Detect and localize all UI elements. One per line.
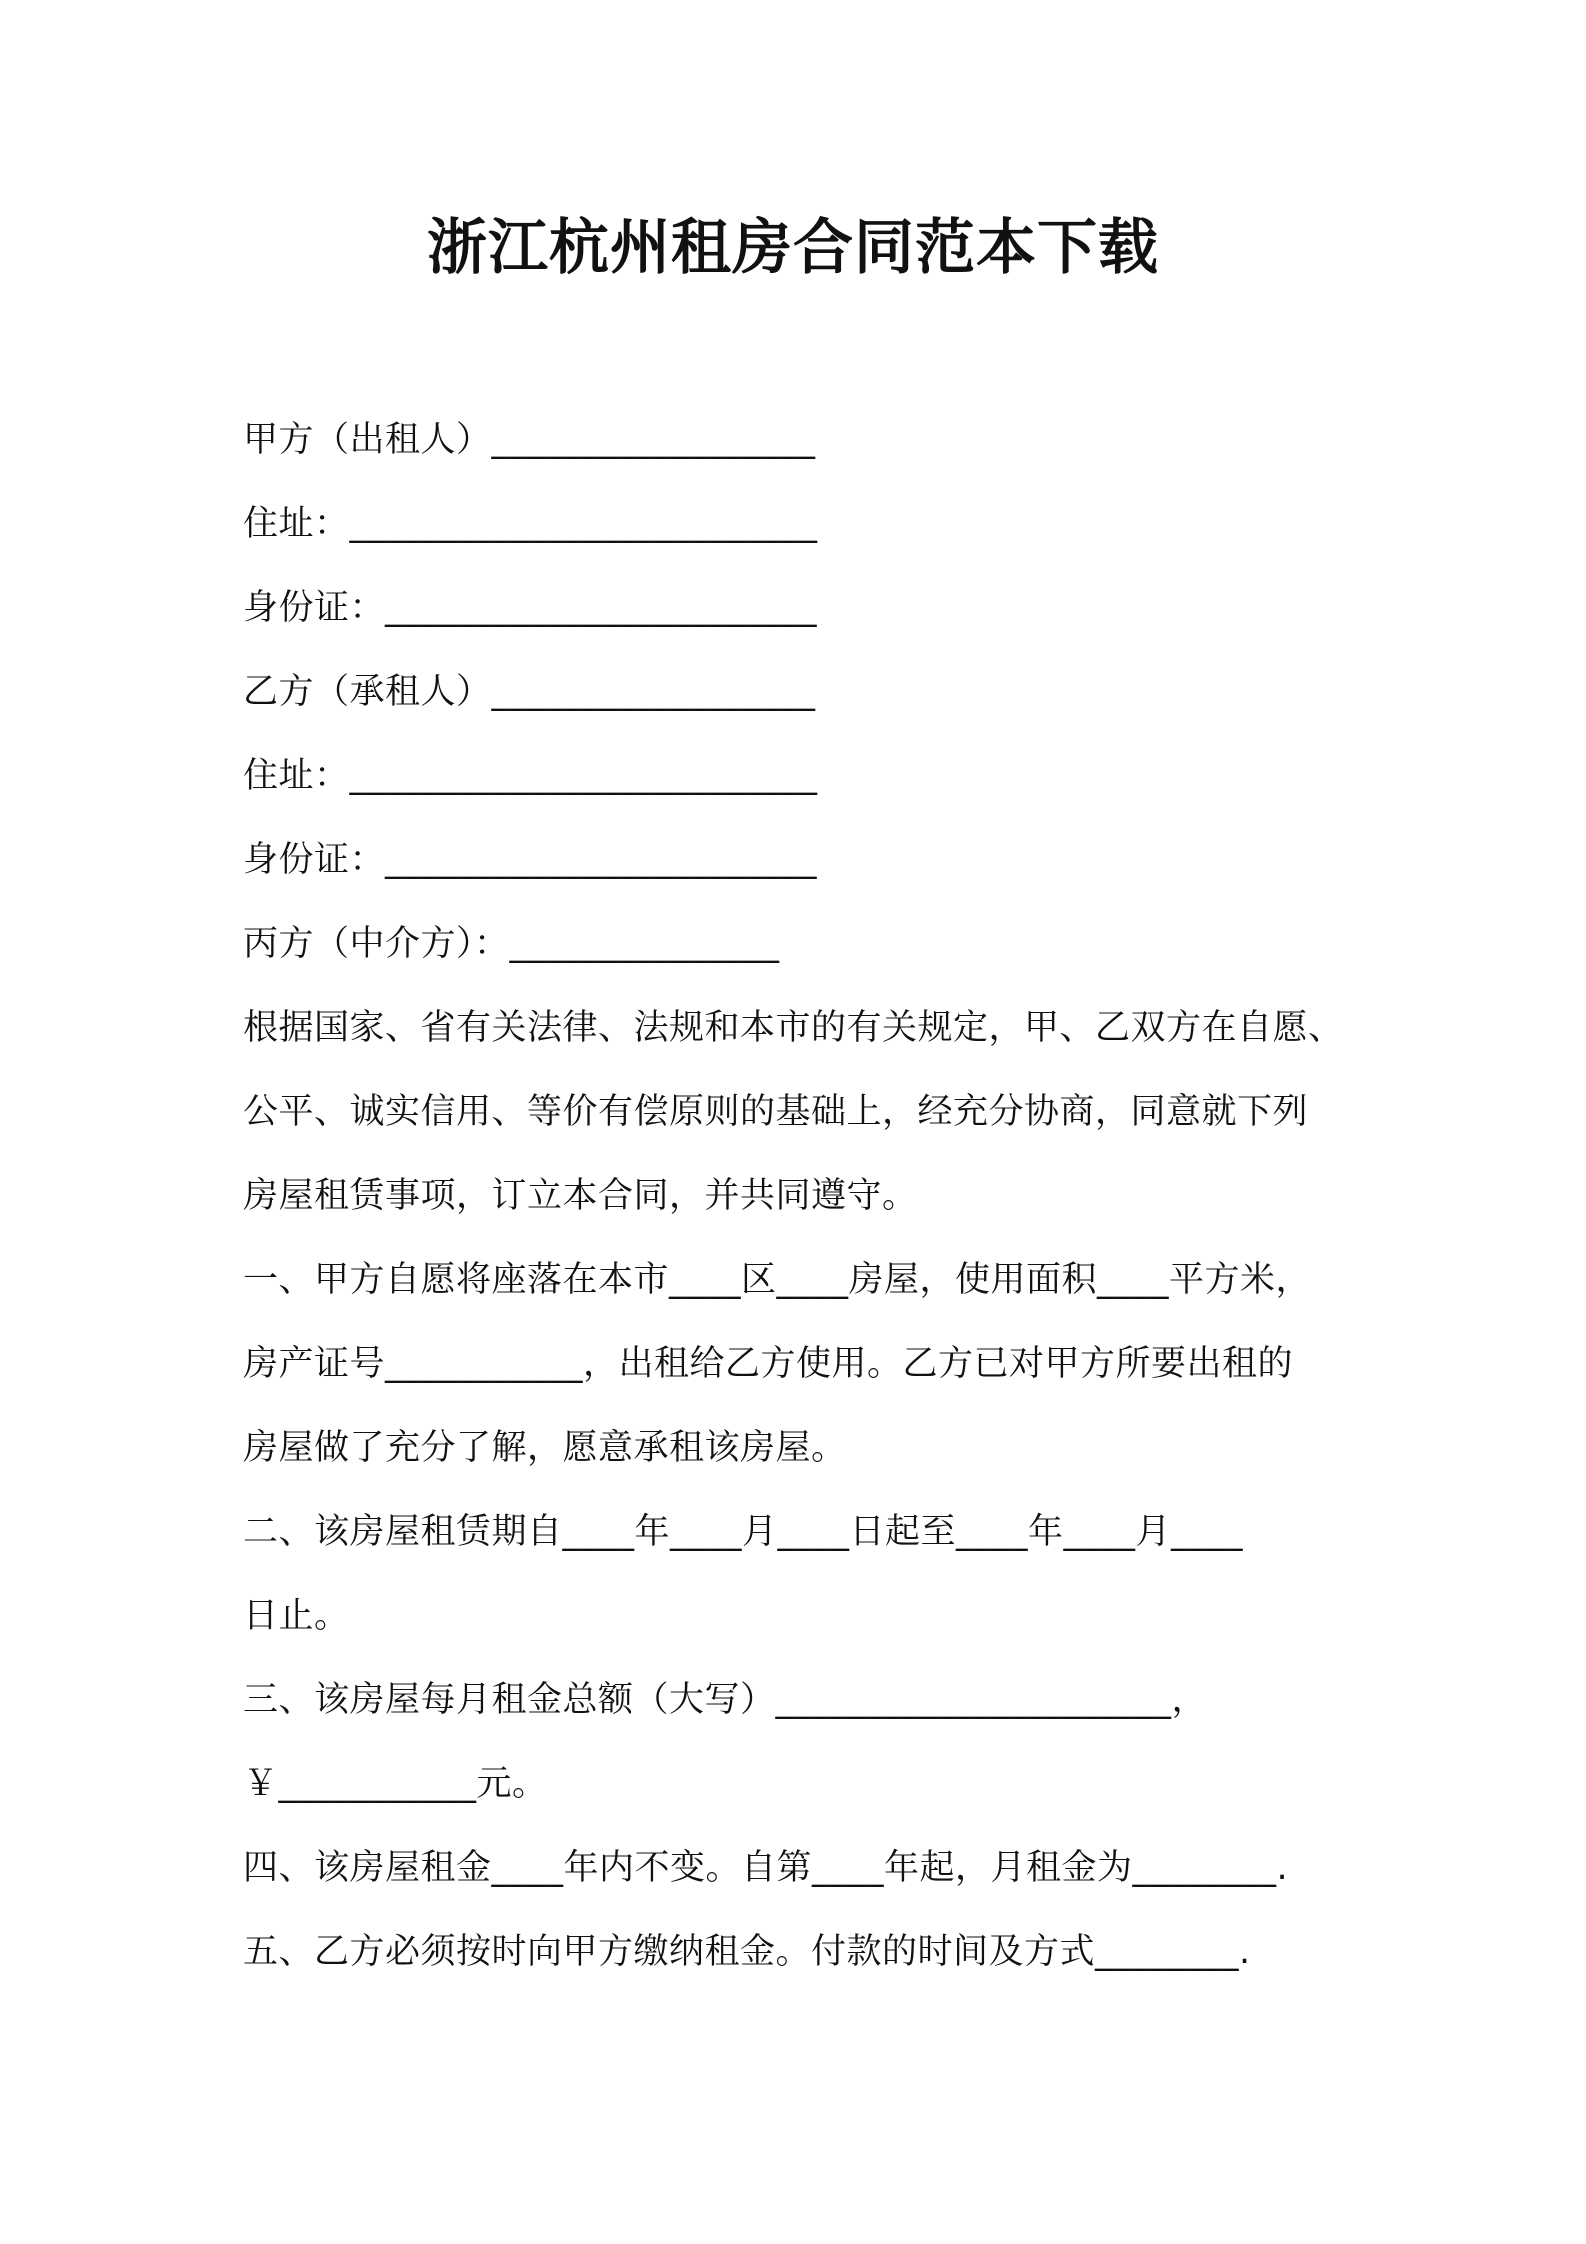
clause-3-line-2: ￥___________元。 — [243, 1764, 548, 1804]
party-b-address-line: 住址：__________________________ — [243, 756, 818, 796]
intro-line-1: 根据国家、省有关法律、法规和本市的有关规定，甲、乙双方在自愿、 — [243, 1008, 1344, 1048]
party-a-id-line: 身份证：________________________ — [243, 588, 818, 628]
clause-4-line: 四、该房屋租金____年内不变。自第____年起，月租金为________. — [243, 1848, 1289, 1888]
clause-1-line-2: 房产证号___________，出租给乙方使用。乙方已对甲方所要出租的 — [243, 1344, 1294, 1384]
intro-line-2: 公平、诚实信用、等价有偿原则的基础上，经充分协商，同意就下列 — [243, 1092, 1309, 1132]
party-b-line: 乙方（承租人）__________________ — [243, 672, 816, 712]
intro-line-3: 房屋租赁事项，订立本合同，并共同遵守。 — [243, 1176, 918, 1216]
clause-2-line-2: 日止。 — [243, 1596, 350, 1636]
clause-1-line-3: 房屋做了充分了解，愿意承租该房屋。 — [243, 1428, 847, 1468]
party-a-line: 甲方（出租人）__________________ — [243, 420, 816, 460]
party-a-address-line: 住址：__________________________ — [243, 504, 818, 544]
clause-5-line: 五、乙方必须按时向甲方缴纳租金。付款的时间及方式________. — [243, 1932, 1251, 1972]
clause-1-line-1: 一、甲方自愿将座落在本市____区____房屋，使用面积____平方米， — [243, 1260, 1312, 1300]
contract-body — [243, 398, 1363, 1994]
clause-2-line-1: 二、该房屋租赁期自____年____月____日起至____年____月____ — [243, 1512, 1244, 1552]
document-title: 浙江杭州租房合同范本下载 — [427, 213, 1159, 283]
party-b-id-line: 身份证：________________________ — [243, 840, 818, 880]
party-c-line: 丙方（中介方）：_______________ — [243, 924, 780, 964]
clause-3-line-1: 三、该房屋每月租金总额（大写）______________________， — [243, 1680, 1208, 1720]
